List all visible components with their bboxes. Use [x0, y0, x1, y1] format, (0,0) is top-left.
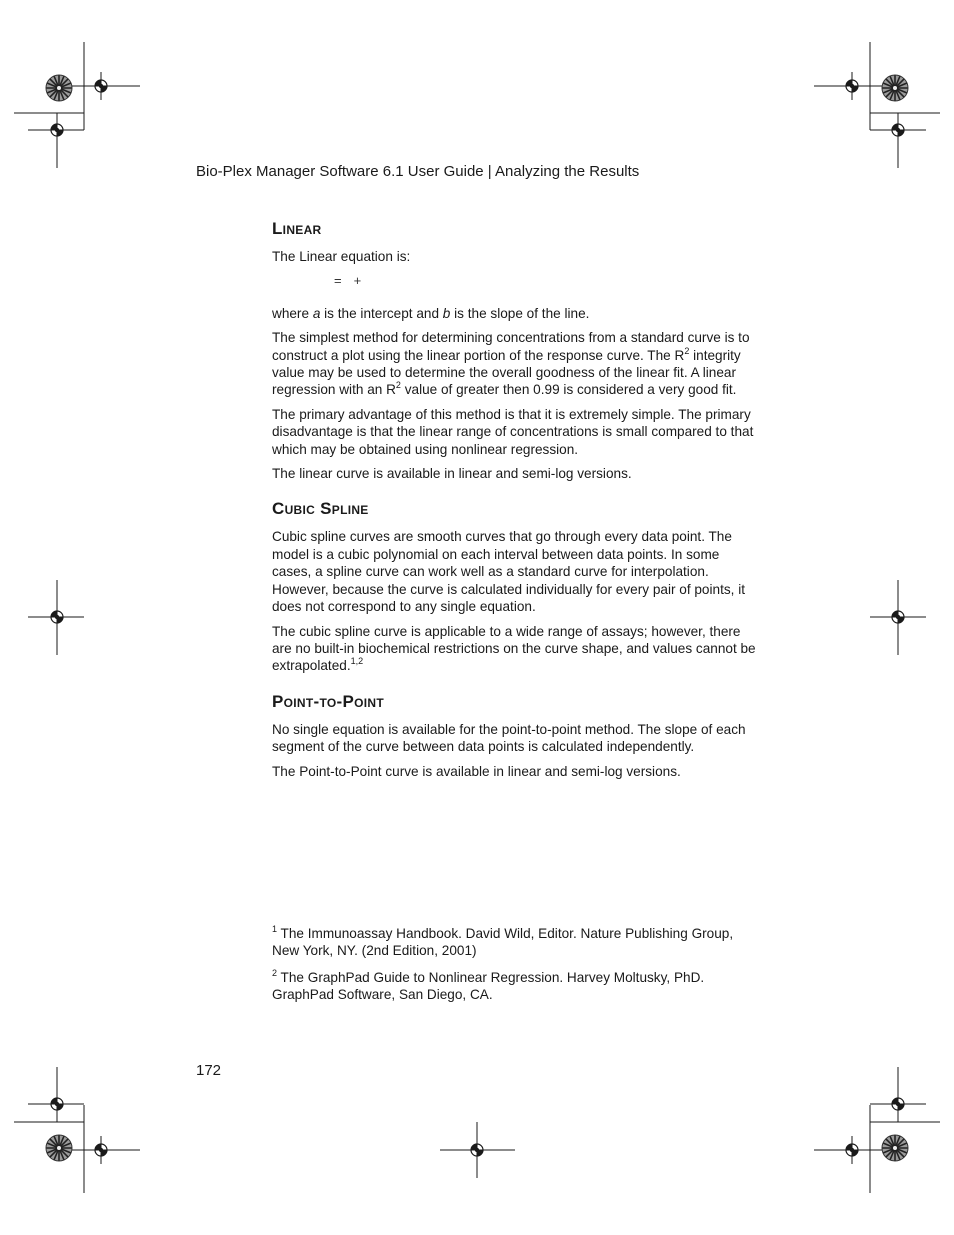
registration-target-icon — [892, 1098, 904, 1110]
registration-target-icon — [51, 611, 63, 623]
starburst-target-icon — [46, 75, 72, 101]
plus-sign: + — [353, 273, 362, 289]
footnotes — [272, 925, 762, 1013]
starburst-target-icon — [46, 1135, 72, 1161]
paragraph: No single equation is available for the point-to-point method. The slope of each segment of the curve between data points is calculated independently. — [272, 721, 746, 755]
registration-target-icon — [95, 1144, 107, 1156]
registration-target-icon — [892, 611, 904, 623]
section-heading-cubic-spline: Cubic Spline — [272, 499, 369, 519]
equals-sign: = — [334, 273, 342, 289]
starburst-target-icon — [882, 1135, 908, 1161]
section-heading-linear: Linear — [272, 219, 322, 238]
registration-target-icon — [846, 80, 858, 92]
paragraph-where: where a is the intercept and b is the slope of the line. — [272, 305, 590, 321]
page-number: 172 — [196, 1062, 222, 1079]
paragraph: The linear curve is available in linear and semi-log versions. — [272, 466, 632, 482]
registration-target-icon — [471, 1144, 483, 1156]
footnote: $^1$ The Immunoassay Handbook. David Wild, Editor. Nature Publishing Group, New York, NY. (2nd Edition, 2001) — [272, 924, 734, 959]
starburst-target-icon — [882, 75, 908, 101]
running-header: Bio-Plex Manager Software 6.1 User Guide | Analyzing the Results — [196, 163, 640, 180]
linear-equation — [272, 272, 762, 289]
registration-target-icon — [846, 1144, 858, 1156]
paragraph: Cubic spline curves are smooth curves that go through every data point. The model is a cubic polynomial on each interval between data points. In some cases, a spline curve can work well as a standard curve for interpolation. However, because the curve is calculated individually for every pair of points, it does not correspond to any single equation. — [272, 529, 745, 615]
paragraph: The Point-to-Point curve is available in linear and semi-log versions. — [272, 763, 681, 779]
paragraph-cubic-spline-extrapolation: The cubic spline curve is applicable to a wide range of assays; however, there are no built-in biochemical restrictions on the curve shape, and values cannot be extrapolated.$^{1,2}$ — [272, 623, 756, 674]
registration-target-icon — [51, 124, 63, 136]
paragraph-linear-method: The simplest method for determining concentrations from a standard curve is to construct a plot using the linear portion of the response curve. The $R^2$ integrity value may be used to determine the overall goodness of the linear fit. A linear regression with an $R^2$ value of greater then 0.99 is considered a very good fit. — [272, 330, 750, 398]
registration-target-icon — [51, 1098, 63, 1110]
paragraph: The Linear equation is: — [272, 249, 411, 264]
section-heading-point-to-point: Point-to-Point — [272, 691, 384, 711]
footnote: $^2$ The GraphPad Guide to Nonlinear Regression. Harvey Moltusky, PhD. GraphPad Software, San Diego, CA. — [272, 967, 705, 1003]
paragraph: The primary advantage of this method is that it is extremely simple. The primary disadvantage is that the linear range of concentrations is small compared to that which may be obtained using nonlinear regression. — [272, 406, 754, 457]
registration-target-icon — [892, 124, 904, 136]
registration-target-icon — [95, 80, 107, 92]
main-content — [272, 218, 762, 787]
